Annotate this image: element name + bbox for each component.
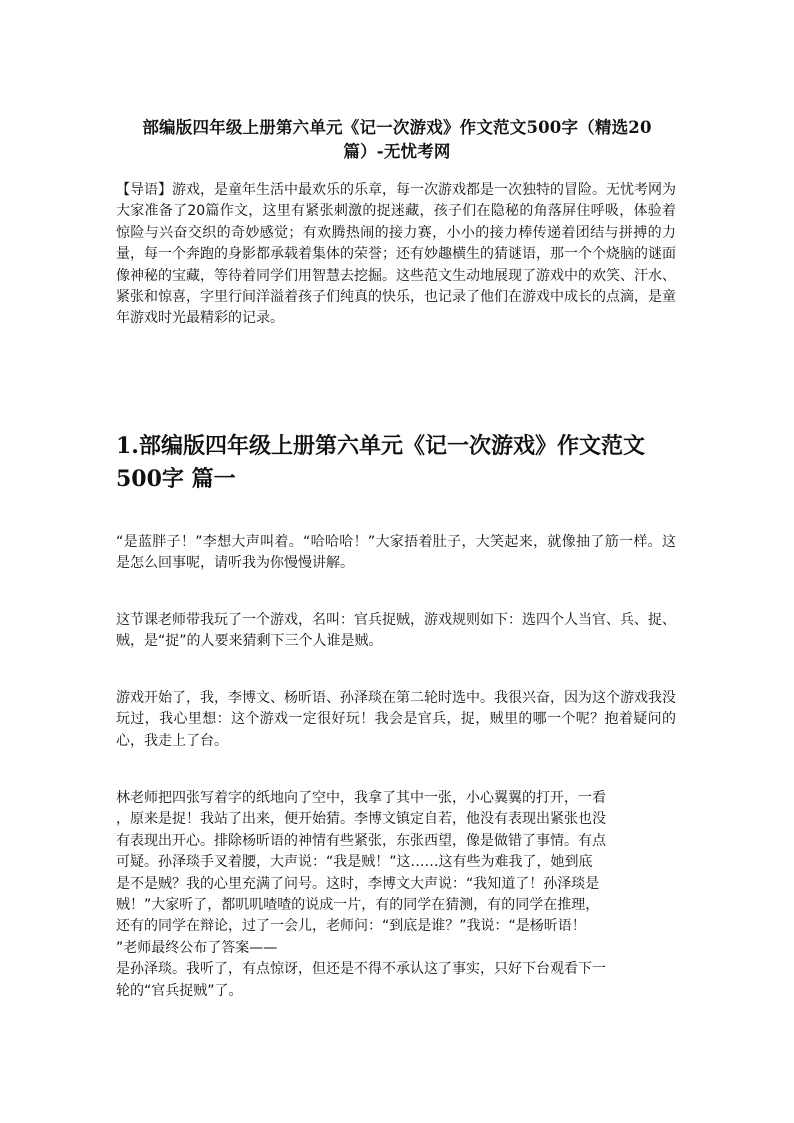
paragraph-4-line: 林老师把四张写着字的纸地向了空中，我拿了其中一张，小心翼翼的打开，一看 xyxy=(116,790,606,806)
document-title-line-2: 篇）-无忧考网 xyxy=(343,142,451,161)
document-title xyxy=(110,116,684,164)
paragraph-4-line: 有表现出开心。排除杨昕语的神情有些紧张，东张西望，像是做错了事情。有点 xyxy=(116,832,606,849)
paragraph-4-line: ，原来是捉！我站了出来，便开始猜。李博文镇定自若，他没有表现出紧张也没 xyxy=(116,811,606,828)
paragraph-4-line: 贼！”大家听了，都叽叽喳喳的说成一片，有的同学在猜测，有的同学在推理， xyxy=(116,897,600,914)
paragraph-4-line: 是孙泽琰。我听了，有点惊讶，但还是不得不承认这了事实，只好下台观看下一 xyxy=(116,961,606,978)
paragraph-4-line: 还有的同学在辩论，过了一会儿，老师问：“到底是谁？”我说：“是杨昕语！ xyxy=(116,918,586,935)
section-heading-1: 1.部编版四年级上册第六单元《记一次游戏》作文范文500字 篇一 xyxy=(116,433,645,492)
document-title-line-1: 部编版四年级上册第六单元《记一次游戏》作文范文500字（精选20 xyxy=(142,118,652,137)
body-paragraph-1: “是蓝胖子！”李想大声叫着。“哈哈哈！”大家捂着肚子，大笑起来，就像抽了筋一样。这是怎么回事呢，请听我为你慢慢讲解。 xyxy=(116,534,676,572)
intro-paragraph: 【导语】游戏，是童年生活中最欢乐的乐章，每一次游戏都是一次独特的冒险。无忧考网为大家准备了20篇作文，这里有紧张刺激的捉迷藏，孩子们在隐秘的角落屏住呼吸，体验着惊险与兴奋交织的奇妙感觉；有欢腾热闹的接力赛，小小的接力棒传递着团结与拼搏的力量，每一个奔跑的身影都承载着集体的荣誉；还有妙趣横生的猜谜语，那一个个烧脑的谜面像神秘的宝藏，等待着同学们用智慧去挖掘。这些范文生动地展现了游戏中的欢笑、汗水、紧张和惊喜，字里行间洋溢着孩子们纯真的快乐，也记录了他们在游戏中成长的点滴，是童年游戏时光最精彩的记录。 xyxy=(116,182,676,327)
paragraph-4-line: 是不是贼？我的心里充满了问号。这时，李博文大声说：“我知道了！孙泽琰是 xyxy=(116,875,600,892)
paragraph-4-line: 轮的“官兵捉贼”了。 xyxy=(116,982,243,999)
body-paragraph-3: 游戏开始了，我，李博文、杨昕语、孙泽琰在第二轮时选中。我很兴奋，因为这个游戏我没玩过，我心里想：这个游戏一定很好玩！我会是官兵，捉，贼里的哪一个呢？抱着疑问的心，我走上了台。 xyxy=(116,690,676,749)
body-paragraph-2: 这节课老师带我玩了一个游戏，名叫：官兵捉贼，游戏规则如下：选四个人当官、兵、捉、贼，是“捉”的人要来猜剩下三个人谁是贼。 xyxy=(116,612,676,650)
body-paragraph-4 xyxy=(116,788,676,1002)
paragraph-4-line: ”老师最终公布了答案—— xyxy=(116,939,278,956)
paragraph-4-line: 可疑。孙泽琰手叉着腰，大声说：“我是贼！”这……这有些为难我了，她到底 xyxy=(116,854,593,871)
